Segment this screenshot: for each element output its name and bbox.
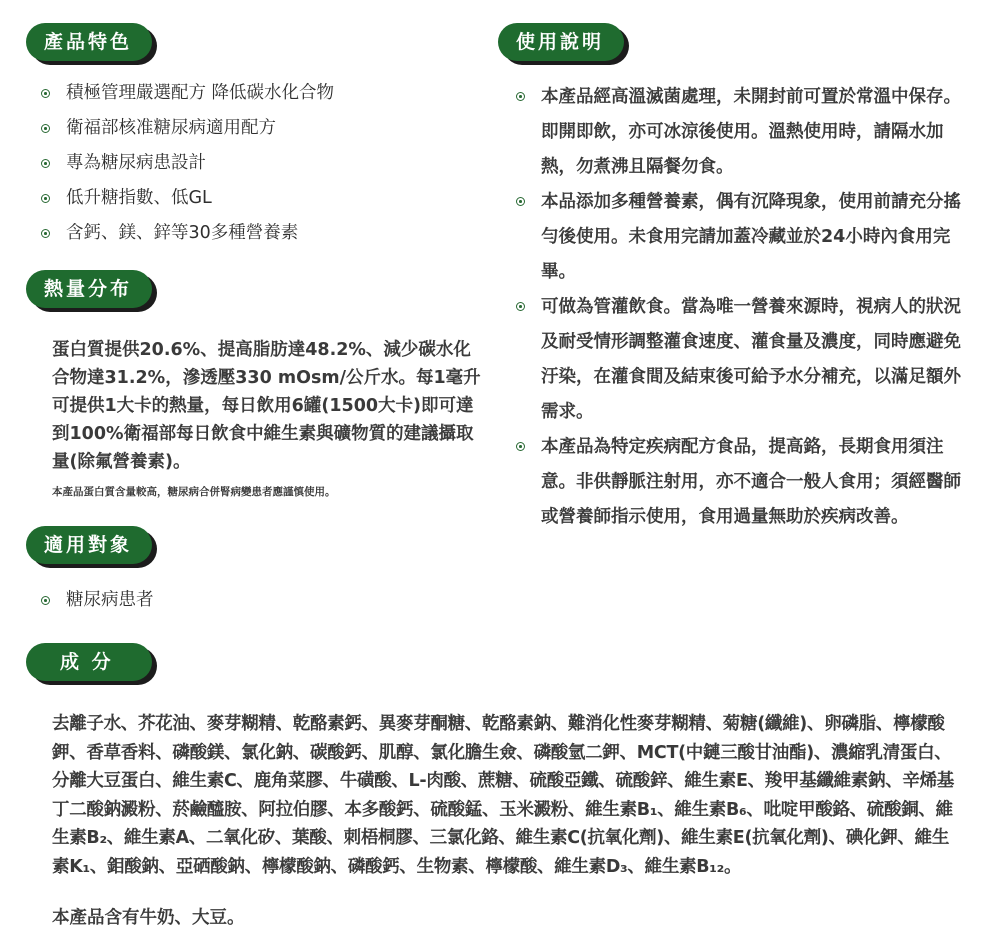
bullet-icon [41, 229, 50, 238]
list-item [513, 185, 965, 290]
suitable-list [38, 587, 438, 613]
ingredients-list: 去離子水、芥花油、麥芽糊精、乾酪素鈣、異麥芽酮糖、乾酪素鈉、難消化性麥芽糊精、菊糖(纖維)、卵磷脂、檸檬酸鉀、香草香料、磷酸鎂、氯化鈉、碳酸鈣、肌醇、氯化膽生僉、磷酸氫二鉀、MCT(中鏈三酸甘油酯)、濃縮乳清蛋白、分離大豆蛋白、維生素C、鹿角菜膠、牛磺酸、L-肉酸、蔗糖、硫酸亞鐵、硫酸鋅、維生素E、羧甲基纖維素鈉、辛烯基丁二酸鈉澱粉、菸鹼醯胺、阿拉伯膠、本多酸鈣、硫酸錳、玉米澱粉、維生素B₁、維生素B₆、吡啶甲酸鉻、硫酸銅、維生素B₂、維生素A、二氧化矽、葉酸、刺梧桐膠、三氯化鉻、維生素C(抗氧化劑)、維生素E(抗氧化劑)、碘化鉀、維生素K₁、鉬酸鈉、亞硒酸鈉、檸檬酸鈉、磷酸鈣、生物素、檸檬酸、維生素D₃、維生素B₁₂。 [52, 714, 955, 877]
suitable-text: 糖尿病患者 [66, 590, 154, 610]
bullet-icon [516, 302, 525, 311]
feature-text: 衛福部核准糖尿病適用配方 [66, 118, 276, 138]
bullet-icon [41, 124, 50, 133]
feature-text: 專為糖尿病患設計 [66, 153, 206, 173]
list-item [38, 115, 478, 150]
list-item [38, 220, 478, 255]
usage-heading: 使用說明 [498, 23, 624, 61]
usage-list [513, 80, 965, 535]
list-item [38, 150, 478, 185]
bullet-icon [516, 442, 525, 451]
allergen-notice: 本產品含有牛奶、大豆。 [52, 908, 245, 928]
ingredients-heading: 成 分 [26, 643, 152, 681]
features-heading: 產品特色 [26, 23, 152, 61]
bullet-icon [41, 159, 50, 168]
feature-text: 積極管理嚴選配方 降低碳水化合物 [66, 83, 335, 103]
usage-text: 本產品經高溫滅菌處理，未開封前可置於常溫中保存。即開即飲，亦可冰涼後使用。溫熱使用時，請隔水加熱，勿煮沸且隔餐勿食。 [541, 87, 961, 177]
feature-text: 含鈣、鎂、鋅等30多種營養素 [66, 223, 299, 243]
bullet-icon [41, 194, 50, 203]
bullet-icon [41, 89, 50, 98]
bullet-icon [516, 197, 525, 206]
bullet-icon [41, 596, 50, 605]
usage-text: 可做為管灌飲食。當為唯一營養來源時，視病人的狀況及耐受情形調整灌食速度、灌食量及濃度，同時應避免汙染，在灌食間及結束後可給予水分補充，以滿足額外需求。 [541, 297, 961, 422]
list-item [513, 80, 965, 185]
energy-heading: 熱量分布 [26, 270, 152, 308]
list-item [38, 80, 478, 115]
energy-description: 蛋白質提供20.6%、提高脂肪達48.2%、減少碳水化合物達31.2%，滲透壓330 mOsm/公斤水。每1毫升可提供1大卡的熱量，每日飲用6罐(1500大卡)即可達到100%衛福部每日飲食中維生素與礦物質的建議攝取量(除氟營養素)。 [52, 340, 481, 472]
usage-text: 本品添加多種營養素，偶有沉降現象，使用前請充分搖勻後使用。未食用完請加蓋冷藏並於24小時內食用完畢。 [541, 192, 961, 282]
features-list [38, 80, 478, 255]
list-item [513, 290, 965, 430]
feature-text: 低升糖指數、低GL [66, 188, 212, 208]
usage-text: 本產品為特定疾病配方食品，提高鉻，長期食用須注意。非供靜脈注射用，亦不適合一般人食用；須經醫師或營養師指示使用，食用過量無助於疾病改善。 [541, 437, 961, 527]
list-item [38, 185, 478, 220]
list-item [38, 587, 438, 613]
suitable-heading: 適用對象 [26, 526, 152, 564]
bullet-icon [516, 92, 525, 101]
list-item [513, 430, 965, 535]
energy-note: 本產品蛋白質含量較高，糖尿病合併腎病變患者應謹慎使用。 [52, 486, 336, 498]
